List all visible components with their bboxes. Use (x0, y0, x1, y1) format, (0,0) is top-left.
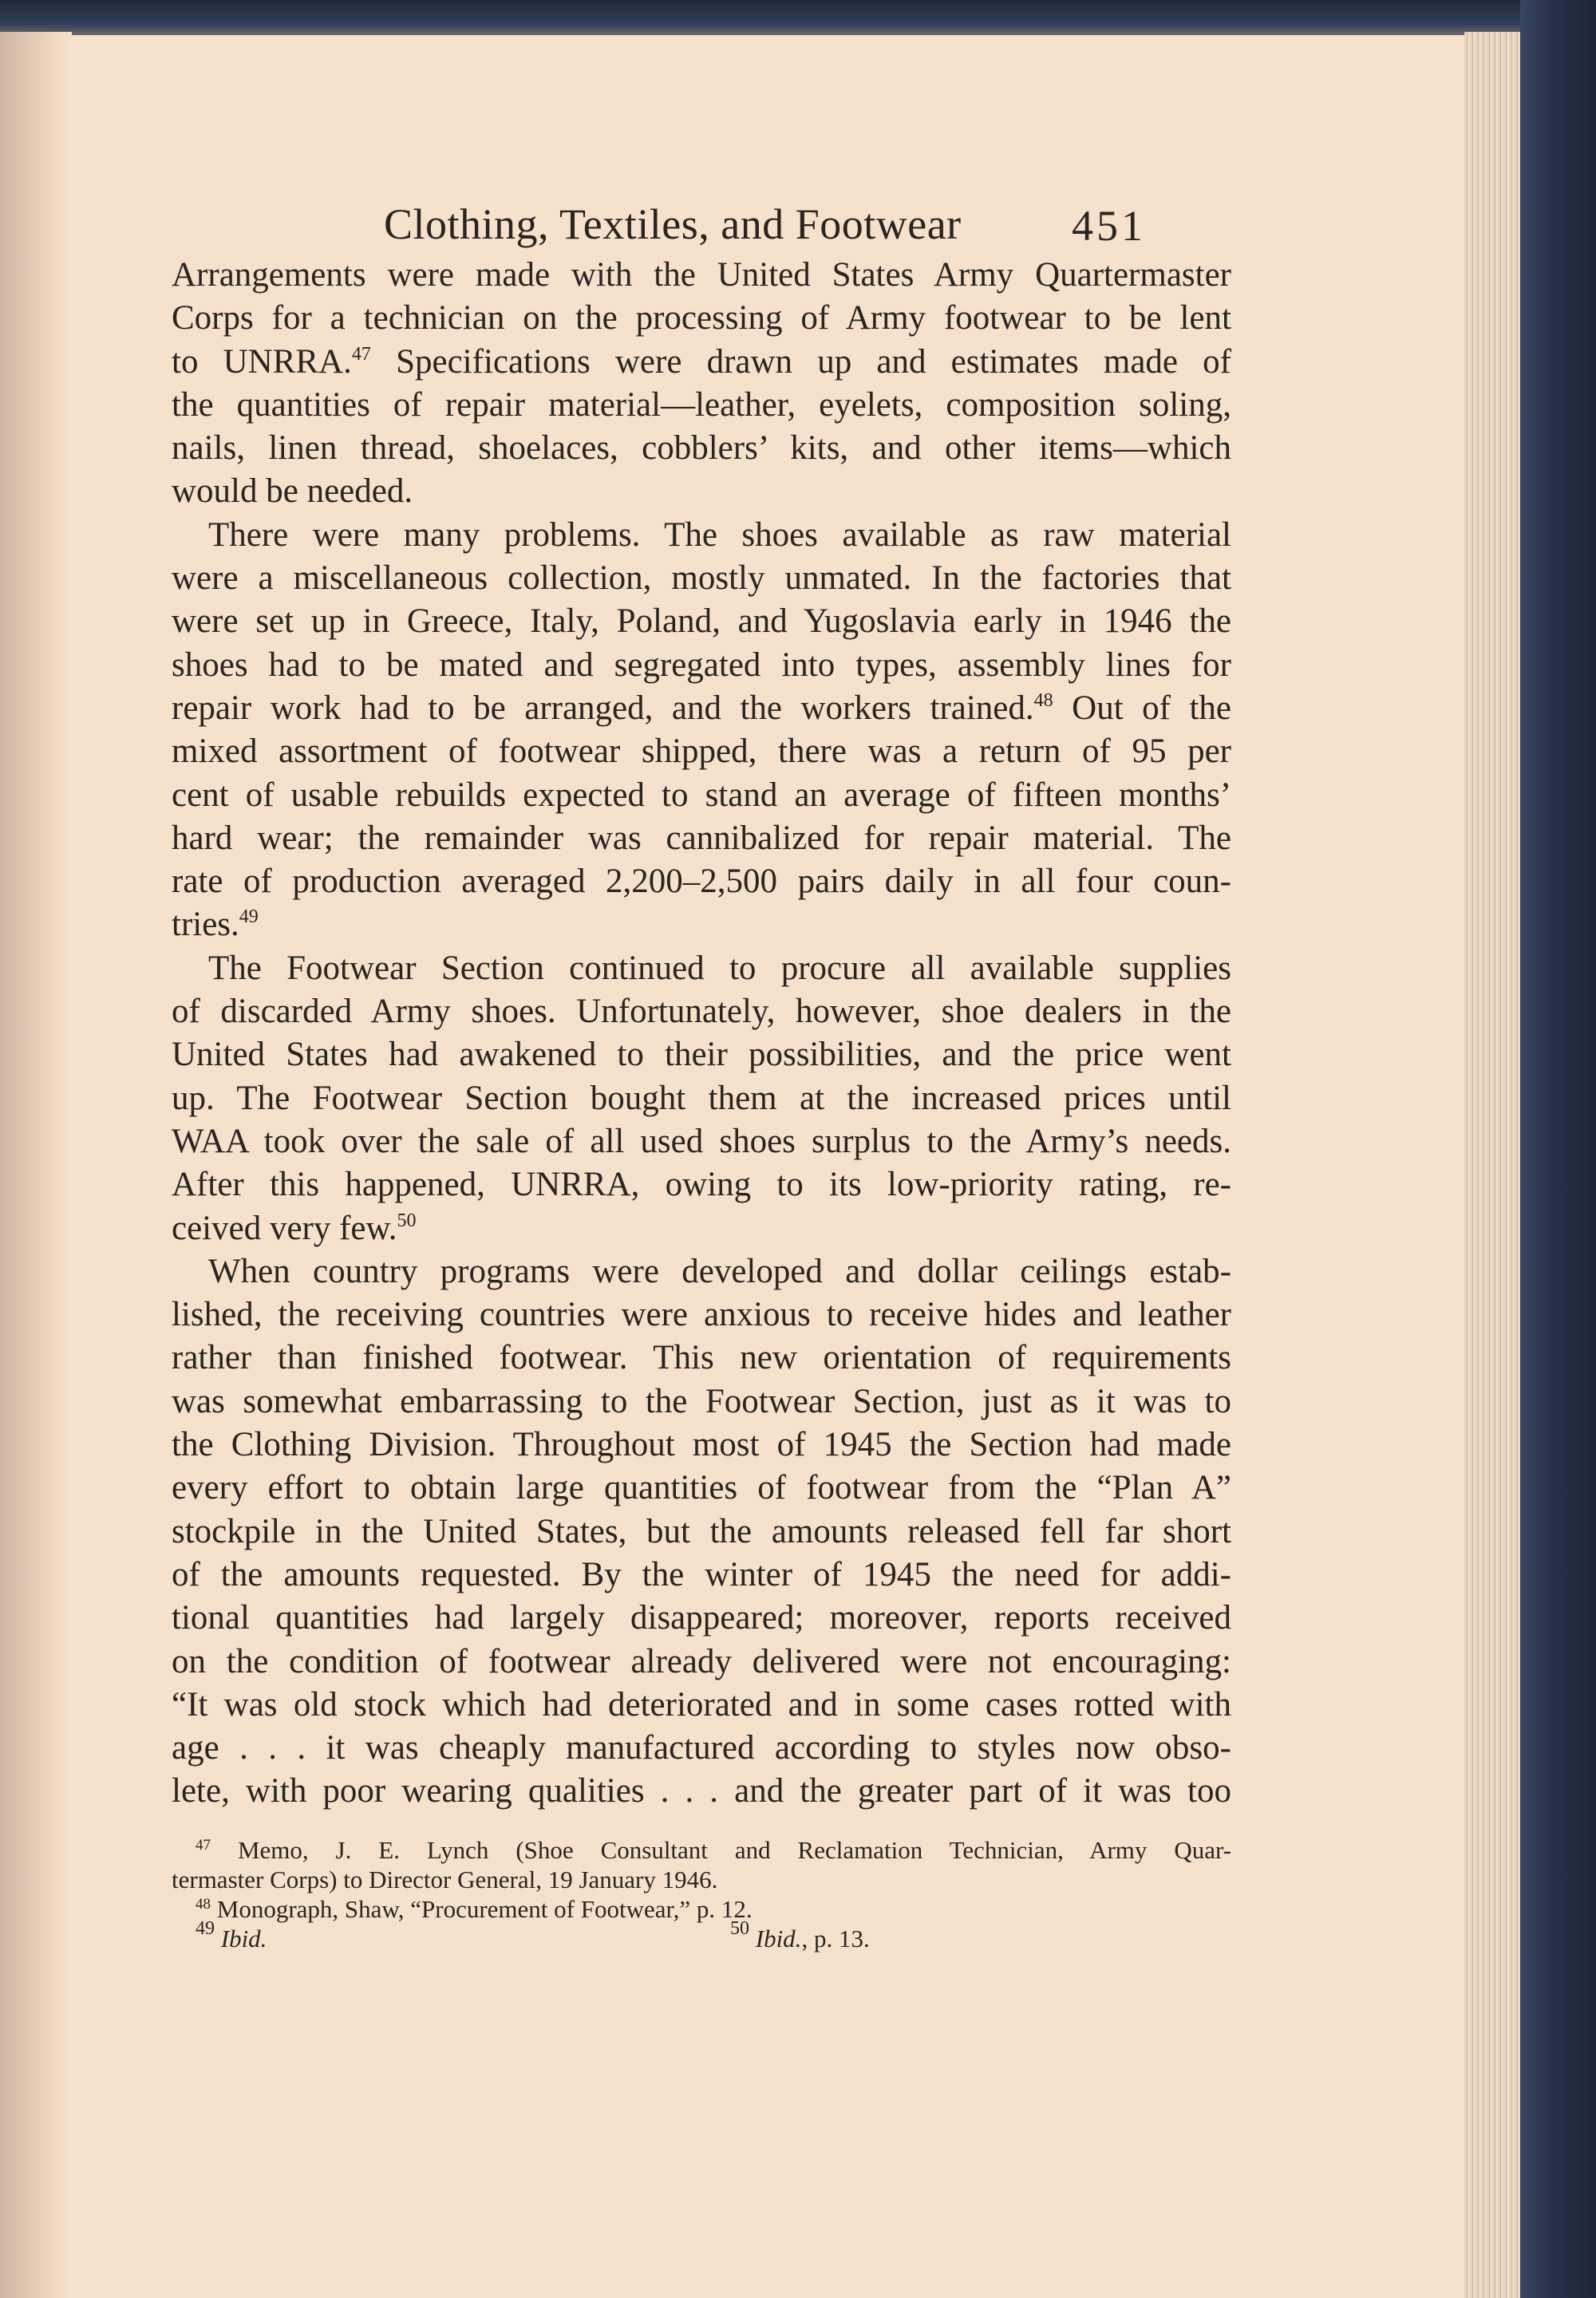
text-segment: to UNRRA. (172, 342, 352, 381)
body-text (172, 254, 1231, 1814)
text-segment: rather than finished footwear. This new orientation of requirements (172, 1339, 1231, 1377)
text-segment: were a miscellaneous collection, mostly unmated. In the factories that (172, 559, 1231, 598)
text-segment: of the amounts requested. By the winter of 1945 the need for addi- (172, 1555, 1231, 1593)
text-line (172, 1163, 1231, 1206)
text-segment: The Footwear Section continued to procure all available supplies (208, 949, 1231, 987)
text-segment: were set up in Greece, Italy, Poland, and Yugoslavia early in 1946 the (172, 602, 1231, 641)
text-segment: hard wear; the remainder was cannibalized for repair material. The (172, 819, 1231, 857)
page-edges (1464, 32, 1524, 2298)
text-line (172, 1207, 1231, 1250)
text-segment: United States had awakened to their possibilities, and the price went (172, 1036, 1231, 1074)
footnote-reference: 48 (1033, 689, 1053, 711)
text-segment: rate of production averaged 2,200–2,500 pairs daily in all four coun- (172, 863, 1231, 901)
text-line (172, 1120, 1231, 1163)
footnote-49 (196, 1918, 267, 1953)
text-segment: on the condition of footwear already delivered were not encouraging: (172, 1642, 1231, 1680)
text-segment: lished, the receiving countries were anxious to receive hides and leather (172, 1296, 1231, 1334)
text-line (172, 990, 1231, 1033)
text-line (172, 1077, 1231, 1120)
running-title: Clothing, Textiles, and Footwear (384, 200, 962, 248)
text-segment: There were many problems. The shoes available as raw material (208, 515, 1231, 554)
text-line (172, 384, 1231, 427)
text-segment: the Clothing Division. Throughout most of 1945 the Section had made (172, 1426, 1231, 1464)
text-line (172, 860, 1231, 903)
footnotes (172, 1835, 1231, 1953)
text-line (172, 427, 1231, 470)
text-line (172, 341, 1231, 384)
text-segment: Arrangements were made with the United States Army Quartermaster (172, 256, 1231, 294)
text-segment: age . . . it was cheaply manufactured according to styles now obso- (172, 1729, 1231, 1767)
text-segment: would be needed. (172, 472, 413, 511)
text-line (172, 600, 1231, 643)
page-number: 451 (1072, 202, 1146, 250)
text-line (172, 730, 1231, 773)
page-gutter (0, 32, 72, 2298)
footnote-reference: 49 (239, 906, 259, 928)
text-line (172, 1380, 1231, 1423)
text-segment: mixed assortment of footwear shipped, there was a return of 95 per (172, 732, 1231, 771)
text-line (172, 1597, 1231, 1640)
text-segment: WAA took over the sale of all used shoes surplus to the Army’s needs. (172, 1122, 1231, 1160)
text-segment: stockpile in the United States, but the amounts released fell far short (172, 1512, 1231, 1550)
footnote-49-50 (172, 1918, 1231, 1953)
text-line (172, 947, 1231, 990)
text-segment: up. The Footwear Section bought them at the increased prices until (172, 1079, 1231, 1117)
footnote-47 (172, 1835, 1231, 1865)
footnote-reference: 47 (351, 343, 371, 365)
text-segment: the quantities of repair material—leather, eyelets, composition soling, (172, 385, 1231, 424)
footnote-text: Ibid. (755, 1925, 802, 1953)
footnote-number: 47 (196, 1837, 211, 1854)
text-segment: cent of usable rebuilds expected to stand an average of fifteen months’ (172, 776, 1231, 814)
text-segment: tries. (172, 906, 239, 944)
text-segment: After this happened, UNRRA, owing to its low-priority rating, re- (172, 1166, 1231, 1204)
footnote-50 (730, 1918, 870, 1953)
text-line (172, 1293, 1231, 1337)
text-line (172, 1423, 1231, 1467)
text-line (172, 1641, 1231, 1684)
text-line (172, 297, 1231, 340)
text-line (172, 470, 1231, 513)
text-line (172, 1770, 1231, 1813)
footnote-number: 48 (196, 1896, 211, 1913)
text-line (172, 687, 1231, 730)
footnote-text: Monograph, Shaw, “Procurement of Footwear,” p. 12. (216, 1895, 753, 1923)
footnote-reference: 50 (397, 1210, 417, 1231)
text-line (172, 1554, 1231, 1597)
text-line (172, 1467, 1231, 1510)
text-line (172, 817, 1231, 860)
text-line (172, 1033, 1231, 1076)
text-line (172, 514, 1231, 557)
text-segment: of discarded Army shoes. Unfortunately, however, shoe dealers in the (172, 993, 1231, 1031)
book-binding-top (0, 0, 1596, 35)
footnote-number: 49 (196, 1918, 215, 1939)
text-line (172, 1250, 1231, 1293)
text-segment: Specifications were drawn up and estimates made of (370, 342, 1231, 381)
text-segment: was somewhat embarrassing to the Footwear Section, just as it was to (172, 1382, 1231, 1420)
text-segment: Out of the (1053, 689, 1232, 727)
text-line (172, 1684, 1231, 1727)
text-segment: Corps for a technician on the processing of Army footwear to be lent (172, 299, 1231, 338)
text-line (172, 644, 1231, 687)
text-segment: every effort to obtain large quantities of footwear from the “Plan A” (172, 1469, 1231, 1507)
text-line (172, 254, 1231, 297)
text-line (172, 1337, 1231, 1380)
footnote-48 (172, 1894, 1231, 1924)
text-segment: shoes had to be mated and segregated into types, assembly lines for (172, 646, 1231, 684)
text-segment: When country programs were developed and dollar ceilings estab- (208, 1252, 1231, 1290)
text-line (172, 903, 1231, 946)
text-segment: lete, with poor wearing qualities . . . and the greater part of it was too (172, 1772, 1231, 1810)
footnote-47-cont: termaster Corps) to Director General, 19 January 1946. (172, 1866, 718, 1893)
text-segment: tional quantities had largely disappeared; moreover, reports received (172, 1599, 1231, 1637)
text-line (172, 1510, 1231, 1554)
footnote-text: , p. 13. (801, 1925, 870, 1953)
text-line (172, 774, 1231, 817)
book-binding-spine (1520, 0, 1596, 2298)
footnote-text: Ibid. (220, 1925, 267, 1953)
text-segment: repair work had to be arranged, and the workers trained. (172, 689, 1034, 727)
footnote-text: Memo, J. E. Lynch (Shoe Consultant and Reclamation Technician, Army Quar- (237, 1836, 1231, 1864)
text-line (172, 1727, 1231, 1770)
text-line (172, 557, 1231, 600)
text-segment: “It was old stock which had deteriorated and in some cases rotted with (172, 1685, 1231, 1724)
text-segment: nails, linen thread, shoelaces, cobblers’ kits, and other items—which (172, 429, 1231, 468)
text-segment: ceived very few. (172, 1209, 397, 1247)
footnote-number: 50 (730, 1918, 749, 1939)
